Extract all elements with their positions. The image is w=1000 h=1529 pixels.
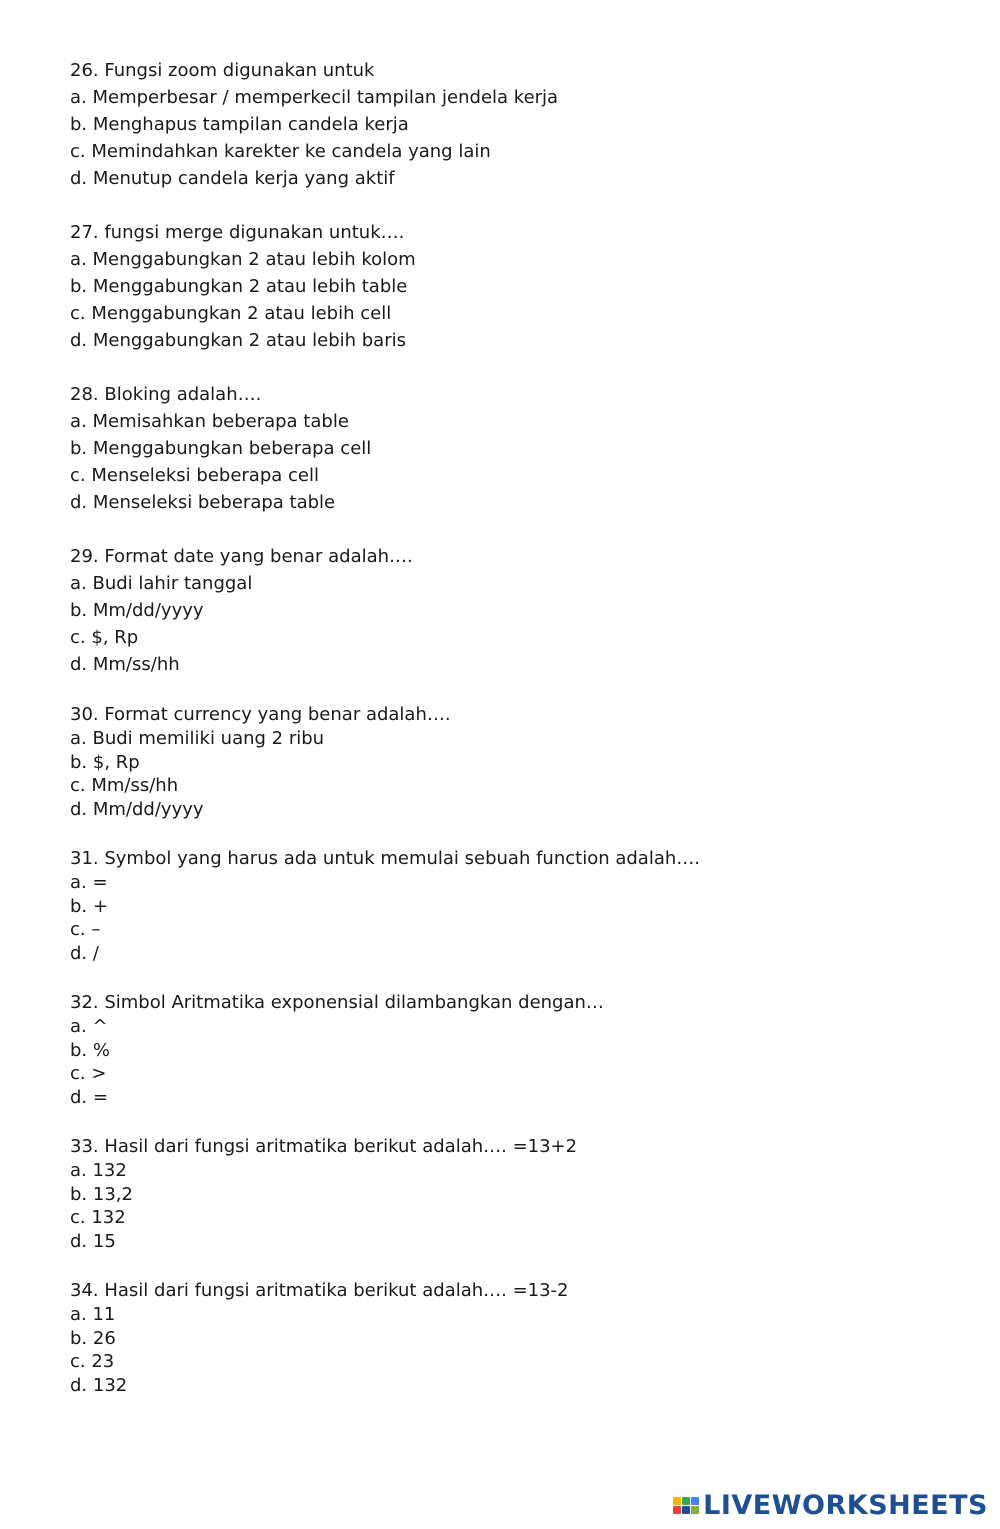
question-text: 28. Bloking adalah…. <box>70 384 262 405</box>
logo-square <box>682 1506 690 1514</box>
option-c: c. Menggabungkan 2 atau lebih cell <box>70 303 392 324</box>
option-d: d. 132 <box>70 1375 128 1397</box>
option-a: a. Budi memiliki uang 2 ribu <box>70 727 325 749</box>
question-text: 26. Fungsi zoom digunakan untuk <box>70 60 375 81</box>
option-d: d. Menutup candela kerja yang aktif <box>70 168 395 189</box>
option-b: b. $, Rp <box>70 751 140 773</box>
option-c: c. 23 <box>70 1351 115 1373</box>
question-text: 34. Hasil dari fungsi aritmatika berikut adalah…. =13-2 <box>70 1279 569 1301</box>
option-a: a. Menggabungkan 2 atau lebih kolom <box>70 249 416 270</box>
logo-square <box>691 1497 699 1505</box>
option-d: d. = <box>70 1087 108 1109</box>
question-28 <box>70 381 970 516</box>
option-a: a. Memisahkan beberapa table <box>70 411 349 432</box>
liveworksheets-logo <box>673 1490 988 1521</box>
option-a: a. 132 <box>70 1159 127 1181</box>
option-c: c. 132 <box>70 1207 126 1229</box>
option-c: c. Memindahkan karekter ke candela yang lain <box>70 141 491 162</box>
option-d: d. Menseleksi beberapa table <box>70 492 336 513</box>
question-31 <box>70 847 970 966</box>
logo-square <box>682 1497 690 1505</box>
option-c: c. Mm/ss/hh <box>70 775 179 797</box>
question-text: 27. fungsi merge digunakan untuk…. <box>70 222 405 243</box>
option-c: c. – <box>70 919 101 941</box>
question-34 <box>70 1279 970 1398</box>
question-26 <box>70 57 970 192</box>
option-b: b. % <box>70 1039 110 1061</box>
option-a: a. ^ <box>70 1015 108 1037</box>
option-d: d. Menggabungkan 2 atau lebih baris <box>70 330 406 351</box>
option-d: d. Mm/dd/yyyy <box>70 799 204 821</box>
worksheet-page <box>70 57 970 1398</box>
option-a: a. Memperbesar / memperkecil tampilan jendela kerja <box>70 87 559 108</box>
logo-text: LIVEWORKSHEETS <box>703 1490 988 1521</box>
option-b: b. Mm/dd/yyyy <box>70 600 204 621</box>
question-text: 33. Hasil dari fungsi aritmatika berikut adalah…. =13+2 <box>70 1135 578 1157</box>
option-b: b. Menggabungkan 2 atau lebih table <box>70 276 408 297</box>
question-29 <box>70 543 970 678</box>
question-text: 30. Format currency yang benar adalah…. <box>70 704 451 725</box>
option-a: a. = <box>70 871 108 893</box>
option-b: b. 13,2 <box>70 1183 133 1205</box>
question-text: 32. Simbol Aritmatika exponensial dilambangkan dengan… <box>70 991 604 1013</box>
option-b: b. + <box>70 895 108 917</box>
question-text: 29. Format date yang benar adalah…. <box>70 546 413 567</box>
option-b: b. Menggabungkan beberapa cell <box>70 438 372 459</box>
option-d: d. / <box>70 943 99 965</box>
question-33 <box>70 1135 970 1254</box>
question-27 <box>70 219 970 354</box>
logo-square <box>691 1506 699 1514</box>
option-c: c. > <box>70 1063 107 1085</box>
option-c: c. Menseleksi beberapa cell <box>70 465 319 486</box>
option-d: d. 15 <box>70 1231 116 1253</box>
question-text: 31. Symbol yang harus ada untuk memulai sebuah function adalah…. <box>70 847 700 869</box>
logo-square <box>673 1506 681 1514</box>
logo-square <box>673 1497 681 1505</box>
option-a: a. Budi lahir tanggal <box>70 573 253 594</box>
option-b: b. 26 <box>70 1327 116 1349</box>
option-d: d. Mm/ss/hh <box>70 654 180 675</box>
option-b: b. Menghapus tampilan candela kerja <box>70 114 409 135</box>
liveworksheets-logo-icon <box>673 1497 699 1514</box>
option-c: c. $, Rp <box>70 627 139 648</box>
option-a: a. 11 <box>70 1303 116 1325</box>
question-32 <box>70 991 970 1110</box>
question-30 <box>70 703 970 822</box>
